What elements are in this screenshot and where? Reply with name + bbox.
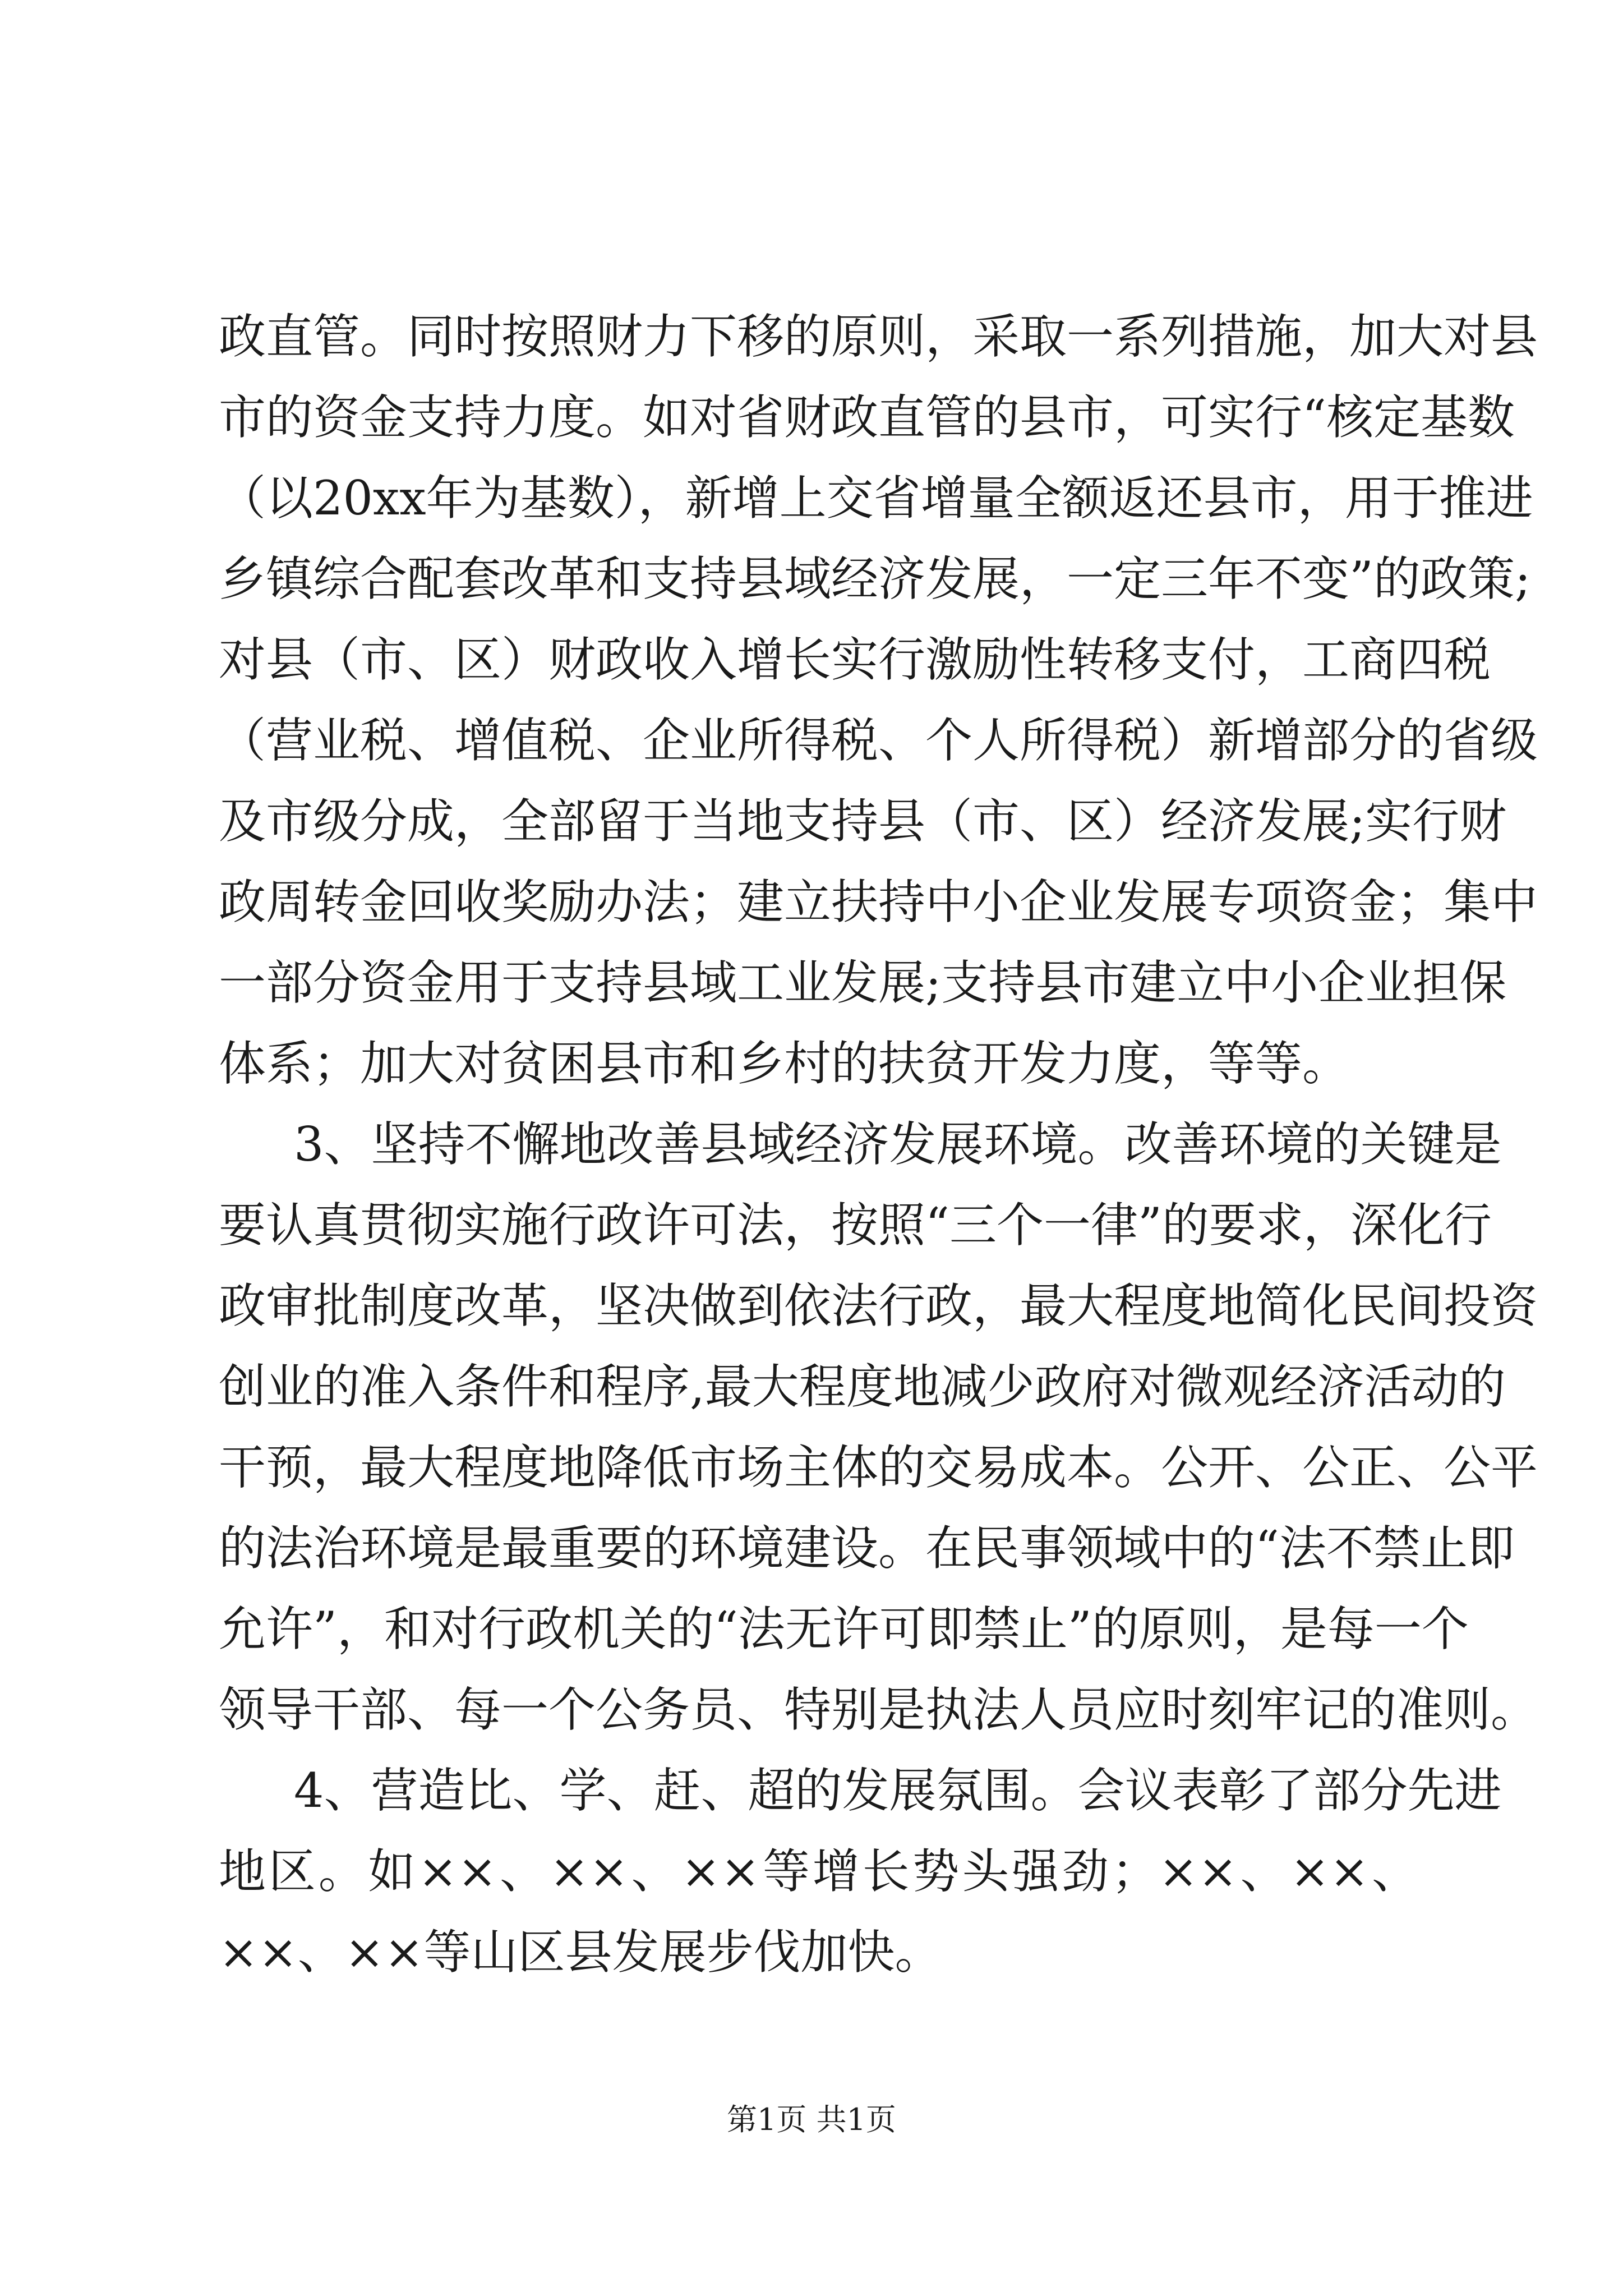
text-line: （营业税、增值税、企业所得税、个人所得税）新增部分的省级: [219, 713, 1538, 768]
page-number: 第1页 共1页: [727, 2102, 896, 2137]
text-line: 的法治环境是最重要的环境建设。在民事领域中的“法不禁止即: [219, 1521, 1515, 1576]
text-line: 领导干部、每一个公务员、特别是执法人员应时刻牢记的准则。: [219, 1682, 1538, 1737]
text-line: （以20xx年为基数），新增上交省增量全额返还县市，用于推进: [219, 471, 1533, 526]
text-line: 要认真贯彻实施行政许可法，按照“三个一律”的要求，深化行: [219, 1198, 1492, 1253]
text-line: 对县（市、区）财政收入增长实行激励性转移支付，工商四税: [219, 632, 1491, 687]
text-line: 政周转金回收奖励办法；建立扶持中小企业发展专项资金；集中: [219, 875, 1538, 930]
text-line: 一部分资金用于支持县域工业发展;支持县市建立中小企业担保: [219, 955, 1507, 1010]
text-line: 市的资金支持力度。如对省财政直管的县市，可实行“核定基数: [219, 390, 1515, 445]
page-footer: [0, 2100, 1623, 2139]
paragraph-start-line: 3、坚持不懈地改善县域经济发展环境。改善环境的关键是: [294, 1117, 1502, 1172]
text-line: 政直管。同时按照财力下移的原则，采取一系列措施，加大对县: [219, 309, 1538, 364]
text-line: 政审批制度改革，坚决做到依法行政，最大程度地简化民间投资: [219, 1278, 1538, 1333]
text-line: ××、××等山区县发展步伐加快。: [219, 1925, 942, 1980]
text-line: 及市级分成，全部留于当地支持县（市、区）经济发展;实行财: [219, 794, 1507, 849]
paragraph-start-line: 4、营造比、学、赶、超的发展氛围。会议表彰了部分先进: [294, 1763, 1502, 1818]
document-body: [219, 296, 1538, 1993]
text-line: 创业的准入条件和程序,最大程度地减少政府对微观经济活动的: [219, 1359, 1506, 1414]
text-line: 干预，最大程度地降低市场主体的交易成本。公开、公正、公平: [219, 1440, 1538, 1495]
text-line: 允许”，和对行政机关的“法无许可即禁止”的原则，是每一个: [219, 1602, 1469, 1657]
text-line: 地区。如××、××、××等增长势头强劲；××、××、: [219, 1844, 1419, 1899]
text-line: 乡镇综合配套改革和支持县域经济发展，一定三年不变”的政策;: [219, 551, 1531, 606]
text-line: 体系；加大对贫困县市和乡村的扶贫开发力度，等等。: [219, 1036, 1350, 1091]
